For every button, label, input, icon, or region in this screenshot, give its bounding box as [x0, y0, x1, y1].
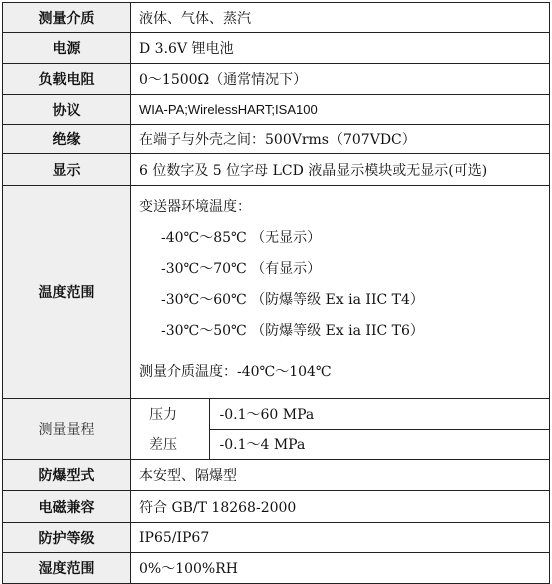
row-value-range [131, 399, 550, 460]
table-row [3, 523, 550, 553]
ambient-temp-range: -30℃～70℃ （有显示） [161, 261, 322, 277]
spec-table [2, 2, 550, 584]
row-label-range: 测量量程 [3, 399, 131, 460]
table-row [3, 33, 550, 64]
table-row [3, 125, 550, 154]
ambient-temp-title: 变送器环境温度： [139, 199, 251, 215]
ambient-temp-range: -30℃～60℃ （防爆等级 Ex ia IIC T4） [161, 292, 424, 308]
table-row [3, 3, 550, 33]
range-row [131, 429, 549, 459]
row-label-protocol: 协议 [3, 95, 131, 125]
table-row [3, 553, 550, 584]
range-subtable [131, 399, 549, 459]
row-value-load: 0～1500Ω（通常情况下） [131, 64, 550, 95]
row-value-insulation: 在端子与外壳之间：500Vrms（707VDC） [131, 125, 550, 154]
row-label-emc: 电磁兼容 [3, 491, 131, 523]
row-label-display: 显示 [3, 154, 131, 186]
ambient-temp-range: -40℃～85℃ （无显示） [161, 230, 322, 246]
row-label-explosion: 防爆型式 [3, 460, 131, 491]
range-name: 压力 [149, 407, 177, 423]
table-row [3, 460, 550, 491]
row-label-temperature: 温度范围 [3, 186, 131, 399]
row-value-emc: 符合 GB/T 18268-2000 [131, 491, 550, 523]
table-row [3, 64, 550, 95]
row-label-insulation: 绝缘 [3, 125, 131, 154]
row-value-humidity: 0%～100%RH [131, 553, 550, 584]
table-row [3, 491, 550, 523]
row-value-display: 6 位数字及 5 位字母 LCD 液晶显示模块或无显示(可选) [131, 154, 550, 186]
row-label-load: 负载电阻 [3, 64, 131, 95]
table-row [3, 95, 550, 125]
row-label-power: 电源 [3, 33, 131, 64]
row-value-power: D 3.6V 锂电池 [131, 33, 550, 64]
row-value-ip: IP65/IP67 [131, 523, 550, 553]
row-label-medium: 测量介质 [3, 3, 131, 33]
range-row [131, 399, 549, 429]
medium-temp: 测量介质温度：-40℃～104℃ [139, 364, 332, 380]
table-row [3, 154, 550, 186]
ambient-temp-range: -30℃～50℃ （防爆等级 Ex ia IIC T6） [161, 323, 424, 339]
row-value-medium: 液体、气体、蒸汽 [131, 3, 550, 33]
row-value-protocol: WIA-PA;WirelessHART;ISA100 [131, 95, 550, 125]
temperature-block [131, 186, 549, 398]
range-value: -0.1～4 MPa [209, 429, 549, 459]
table-row [3, 399, 550, 460]
range-value: -0.1～60 MPa [209, 399, 549, 429]
range-name: 差压 [149, 437, 177, 453]
row-label-humidity: 湿度范围 [3, 553, 131, 584]
row-value-temperature [131, 186, 550, 399]
row-value-explosion: 本安型、隔爆型 [131, 460, 550, 491]
row-label-ip: 防护等级 [3, 523, 131, 553]
table-row [3, 186, 550, 399]
